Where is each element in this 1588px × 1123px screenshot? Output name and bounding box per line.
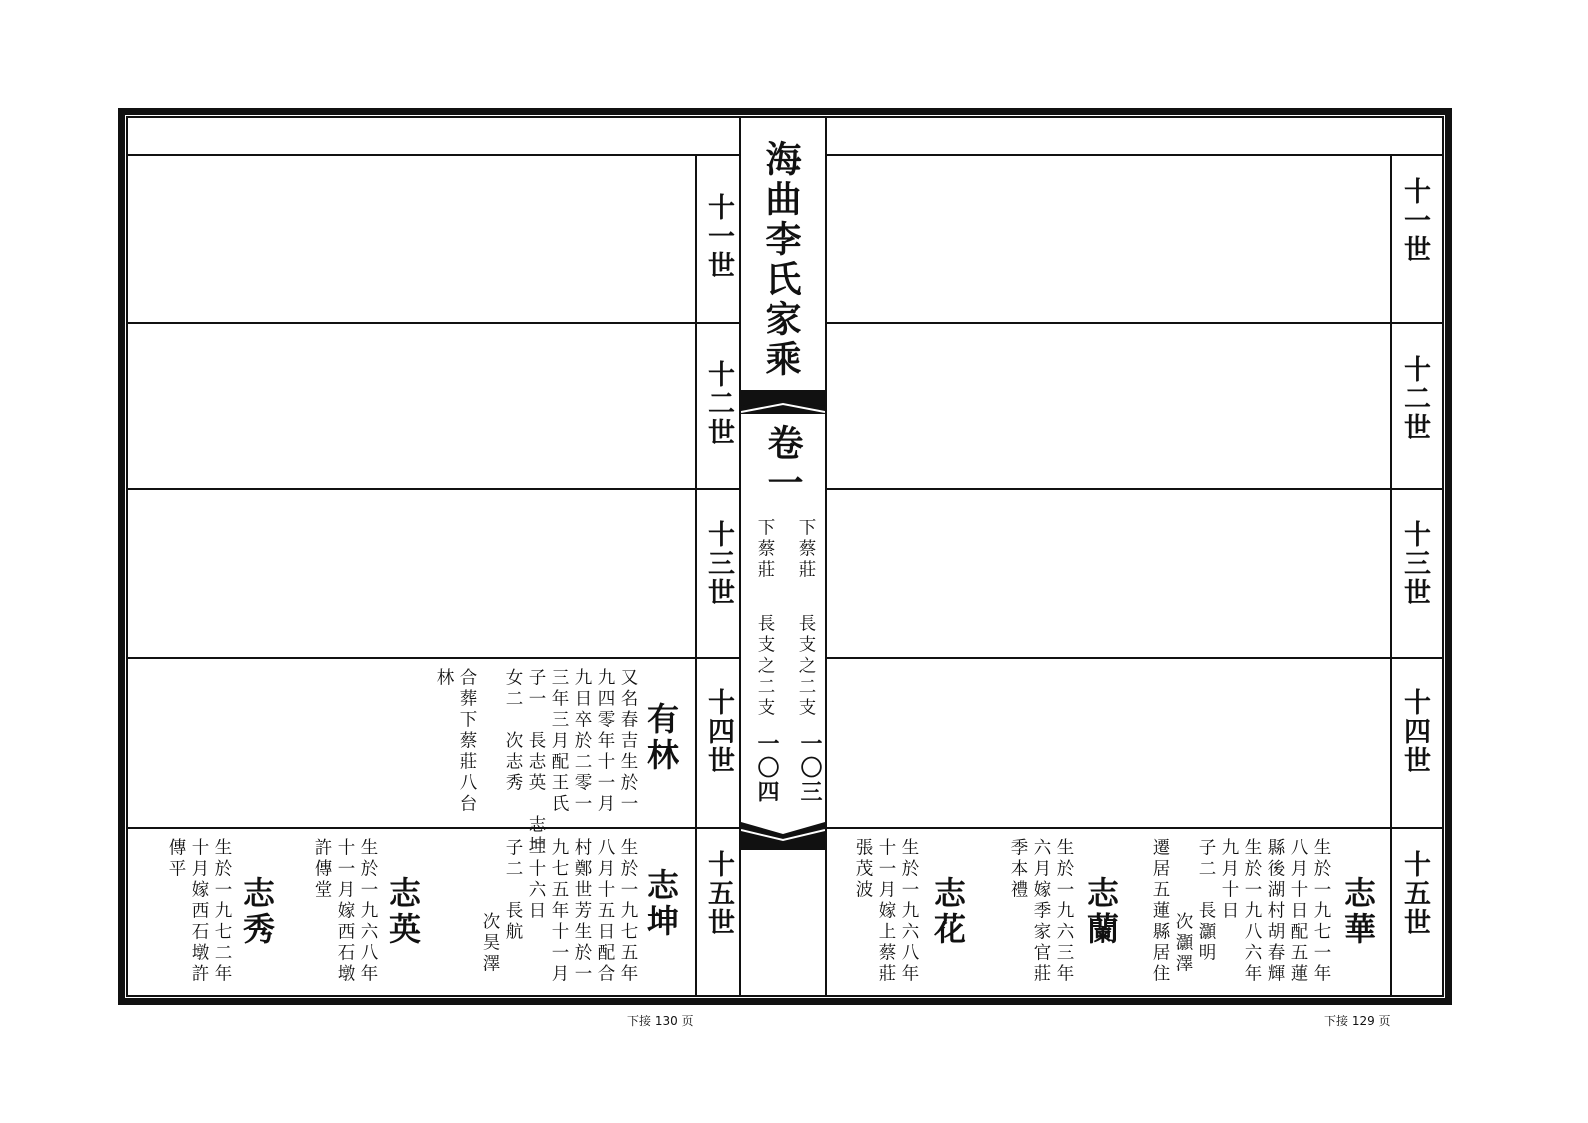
biography-line: 女二 次志秀	[503, 668, 523, 794]
left-row-rule	[128, 322, 739, 324]
left-row-rule	[128, 827, 739, 829]
biography-line: 二十六日	[526, 838, 546, 922]
right-gen-column-border	[1390, 154, 1392, 997]
spine-branch-left: 長支之二支	[755, 614, 775, 719]
biography-line: 生於一九八六年	[1242, 838, 1262, 985]
right-gen-14: 十四世	[1399, 688, 1430, 775]
biography-line: 村鄭世芳生於一	[572, 838, 592, 985]
left-row-rule	[128, 488, 739, 490]
biography-line: 子二 長灝明	[1196, 838, 1216, 964]
biography-line: 九七五年十一月	[549, 838, 569, 985]
left-gen-column-border	[695, 154, 697, 997]
biography-line: 六月嫁季家官莊	[1031, 838, 1051, 985]
left-row-rule	[128, 657, 739, 659]
biography-line: 子一 長志英 志坤	[526, 668, 546, 857]
right-header-rule	[827, 154, 1442, 156]
right-row-rule	[827, 827, 1442, 829]
biography-line: 次昊澤	[480, 912, 500, 975]
biography-line: 次灝澤	[1173, 912, 1193, 975]
biography-line: 子二 長航	[503, 838, 523, 943]
left-header-rule	[128, 154, 739, 156]
spine-place-left: 下蔡莊	[755, 518, 775, 581]
biography-line: 十月嫁西石墩許	[189, 838, 209, 985]
person-name: 志秀	[238, 876, 276, 948]
spine-right-border	[825, 116, 827, 997]
spine-page-left: 一〇四	[754, 732, 780, 804]
biography-line: 合葬下蔡莊八台	[457, 668, 477, 815]
right-row-rule	[827, 322, 1442, 324]
right-gen-11: 十一世	[1399, 177, 1430, 264]
biography-line: 季本禮	[1008, 838, 1028, 901]
footer-continue-right: 下接 129 页	[1324, 1014, 1391, 1028]
biography-line: 八月十五日配合	[595, 838, 615, 985]
biography-line: 十一月嫁西石墩	[335, 838, 355, 985]
right-row-rule	[827, 657, 1442, 659]
right-gen-15: 十五世	[1399, 850, 1430, 937]
biography-line: 九日卒於二零一	[572, 668, 592, 815]
right-row-rule	[827, 488, 1442, 490]
biography-line: 三年三月配王氏	[549, 668, 569, 815]
spine-page-right: 一〇三	[797, 732, 823, 804]
person-name: 志花	[929, 876, 967, 948]
left-gen-12: 十二世	[703, 360, 734, 447]
biography-line: 九四零年十一月	[595, 668, 615, 815]
person-name: 有林	[642, 702, 680, 774]
biography-line: 九月十日	[1219, 838, 1239, 922]
biography-line: 十一月嫁上蔡莊	[876, 838, 896, 985]
left-gen-14: 十四世	[703, 688, 734, 775]
right-gen-13: 十三世	[1399, 520, 1430, 607]
biography-line: 生於一九六八年	[899, 838, 919, 985]
spine-branch-right: 長支之二支	[796, 614, 816, 719]
biography-line: 張茂波	[853, 838, 873, 901]
biography-line: 生於一九六三年	[1054, 838, 1074, 985]
right-gen-12: 十二世	[1399, 355, 1430, 442]
person-name: 志英	[384, 876, 422, 948]
book-title: 海曲李氏家乘	[760, 140, 802, 380]
biography-line: 生於一九七一年	[1311, 838, 1331, 985]
footer-continue-left: 下接 130 页	[627, 1014, 694, 1028]
biography-line: 八月十日配五蓮	[1288, 838, 1308, 985]
biography-line: 許傳堂	[312, 838, 332, 901]
person-name: 志蘭	[1082, 876, 1120, 948]
spine-place-right: 下蔡莊	[796, 518, 816, 581]
left-gen-15: 十五世	[703, 850, 734, 937]
biography-line: 傳平	[166, 838, 186, 880]
biography-line: 林	[434, 668, 454, 689]
biography-line: 生於一九六八年	[358, 838, 378, 985]
biography-line: 生於一九七二年	[212, 838, 232, 985]
person-name: 志坤	[642, 868, 680, 940]
volume-label: 卷一	[762, 424, 804, 504]
biography-line: 遷居五蓮縣居住	[1150, 838, 1170, 985]
biography-line: 縣後湖村胡春輝	[1265, 838, 1285, 985]
biography-line: 生於一九七五年	[618, 838, 638, 985]
left-gen-13: 十三世	[703, 520, 734, 607]
person-name: 志華	[1339, 876, 1377, 948]
left-gen-11: 十一世	[703, 193, 734, 280]
biography-line: 又名春吉生於一	[618, 668, 638, 815]
